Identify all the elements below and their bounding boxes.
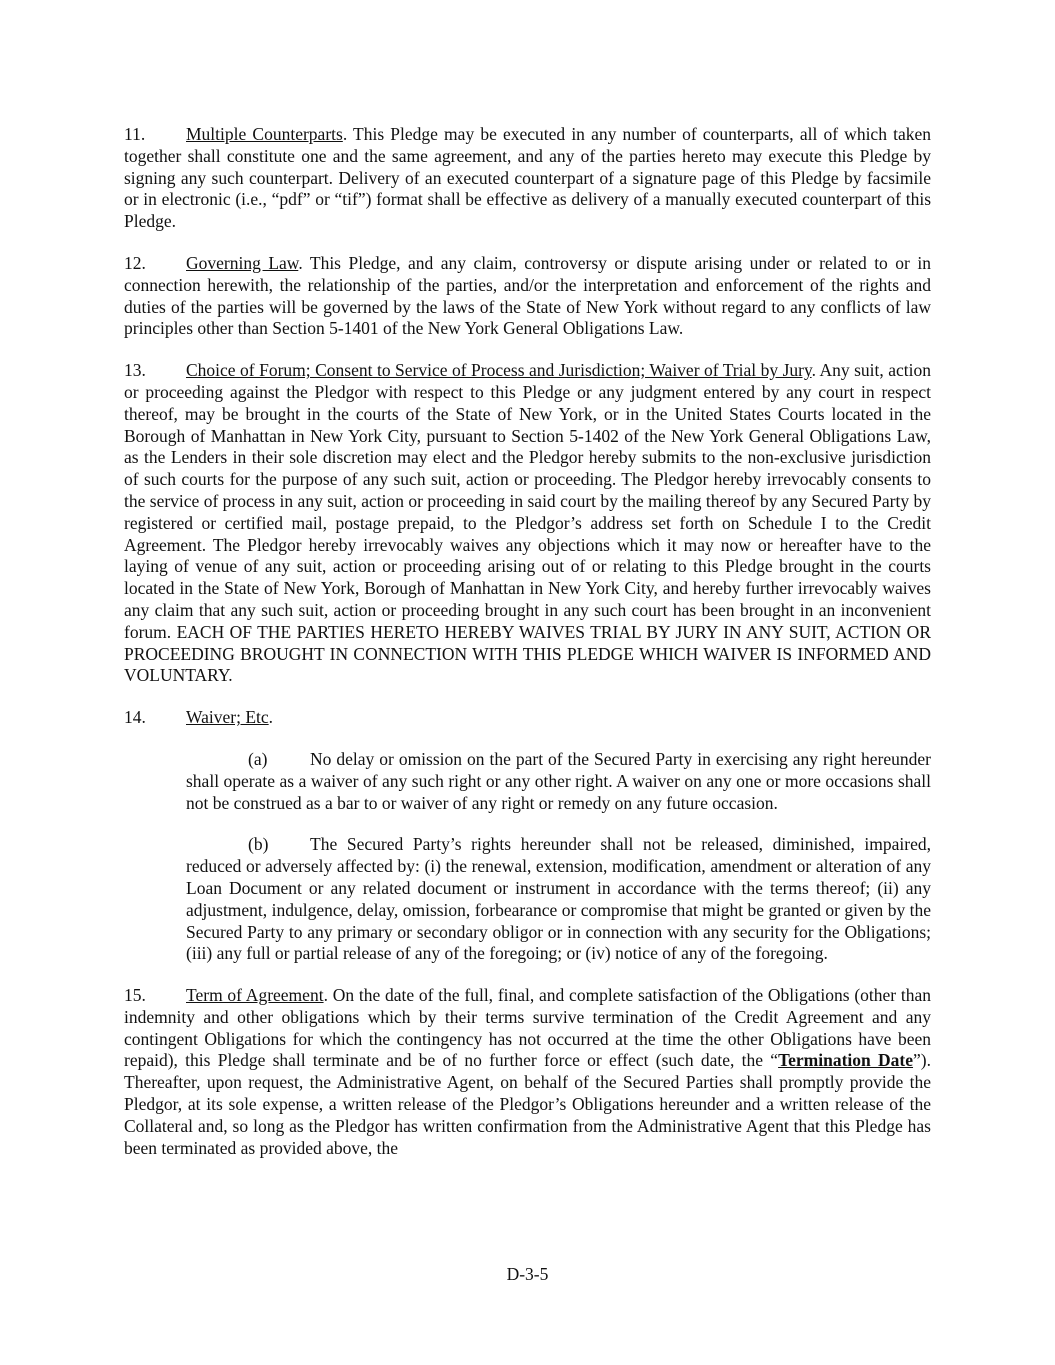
section-14 xyxy=(124,707,931,729)
subsection-text: No delay or omission on the part of the Secured Party in exercising any right hereunder shall operate as a waiver of any such right or any other right. A waiver on any one or more occasions shall not be construed as a bar to or waiver of any right or remedy on any future occasion. xyxy=(186,748,931,813)
section-heading: Waiver; Etc xyxy=(186,707,269,728)
section-body-before: . On the date of the full, final, and complete satisfaction of the Obligations (other than indemnity and other obligations which by their terms survive termination of the Credit Agreement and any contingent Obligations for which the contingency has not occurred at the time the other Obligations have been repaid), this Pledge shall terminate and be of no further force or effect (such date, the “ xyxy=(124,985,931,1071)
section-body: . xyxy=(268,707,274,728)
section-heading: Governing Law xyxy=(186,252,299,273)
section-heading: Term of Agreement xyxy=(186,985,324,1006)
subsection-label: (a) xyxy=(248,748,268,769)
section-body-after: ”). Thereafter, upon request, the Administrative Agent, on behalf of the Secured Parties shall promptly provide the Pledgor, at its sole expense, a written release of the Pledgor’s Obligations hereunder and a written release of the Collateral and, so long as the Pledgor has written confirmation from the Administrative Agent that this Pledge has been terminated as provided above, the xyxy=(124,1050,931,1158)
section-number: 14. xyxy=(124,707,146,728)
section-12 xyxy=(124,253,931,340)
document-page xyxy=(124,124,931,1179)
section-number: 13. xyxy=(124,360,146,381)
subsection-label: (b) xyxy=(248,834,269,855)
subsection-text: The Secured Party’s rights hereunder shall not be released, diminished, impaired, reduced or adversely affected by: (i) the renewal, extension, modification, amendment or alteration of any Loan Document or any related document or instrument in accordance with the terms thereof; (ii) any adjustment, indulgence, delay, omission, forbearance or compromise that might be granted or given by the Secured Party to any primary or secondary obligor or in connection with any security for the Obligations; (iii) any full or partial release of any of the foregoing; or (iv) notice of any of the foregoing. xyxy=(186,834,931,964)
defined-term-termination-date: Termination Date xyxy=(778,1050,914,1071)
section-heading: Multiple Counterparts xyxy=(186,124,343,144)
section-heading: Choice of Forum; Consent to Service of Process and Jurisdiction; Waiver of Trial by Jury xyxy=(186,360,812,381)
section-13 xyxy=(124,360,931,687)
subsection-14b xyxy=(186,834,931,965)
section-11 xyxy=(124,124,931,233)
section-body: . This Pledge, and any claim, controversy or dispute arising under or related to or in connection herewith, the relationship of the parties, and/or the interpretation and enforcement of the rights and duties of the parties will be governed by the laws of the State of New York without regard to any conflicts of law principles other than Section 5-1401 of the New York General Obligations Law. xyxy=(124,252,931,339)
subsection-14a xyxy=(186,749,931,814)
section-body: . Any suit, action or proceeding against the Pledgor with respect to this Pledge or any judgment entered by any court in respect thereof, may be brought in the courts of the State of New York, or in the United States Courts located in the Borough of Manhattan in New York City, pursuant to Section 5-1402 of the New York General Obligations Law, as the Lenders in their sole discretion may elect and the Pledgor hereby submits to the non-exclusive jurisdiction of such courts for the purpose of any such suit, action or proceeding. The Pledgor hereby irrevocably consents to the service of process in any suit, action or proceeding in said court by the mailing thereof by any Secured Party by registered or certified mail, postage prepaid, to the Pledgor’s address set forth on Schedule I to the Credit Agreement. The Pledgor hereby irrevocably waives any objections which it may now or hereafter have to the laying of venue of any suit, action or proceeding arising out of or relating to this Pledge brought in the courts located in the State of New York, Borough of Manhattan in New York City, and hereby further irrevocably waives any claim that any such suit, action or proceeding brought in any such court has been brought in an inconvenient forum. EACH OF THE PARTIES HERETO HEREBY WAIVES TRIAL BY JURY IN ANY SUIT, ACTION OR PROCEEDING BROUGHT IN CONNECTION WITH THIS PLEDGE WHICH WAIVER IS INFORMED AND VOLUNTARY. xyxy=(124,360,931,686)
section-number: 15. xyxy=(124,985,146,1006)
section-number: 12. xyxy=(124,252,146,273)
page-number: D-3-5 xyxy=(506,1264,549,1284)
section-15 xyxy=(124,985,931,1159)
section-body: . This Pledge may be executed in any number of counterparts, all of which taken together shall constitute one and the same agreement, and any of the parties hereto may execute this Pledge by signing any such counterpart. Delivery of an executed counterpart of a signature page of this Pledge by facsimile or in electronic (i.e., “pdf” or “tif”) format shall be effective as delivery of a manually executed counterpart of this Pledge. xyxy=(124,124,931,232)
section-number: 11. xyxy=(124,124,146,144)
